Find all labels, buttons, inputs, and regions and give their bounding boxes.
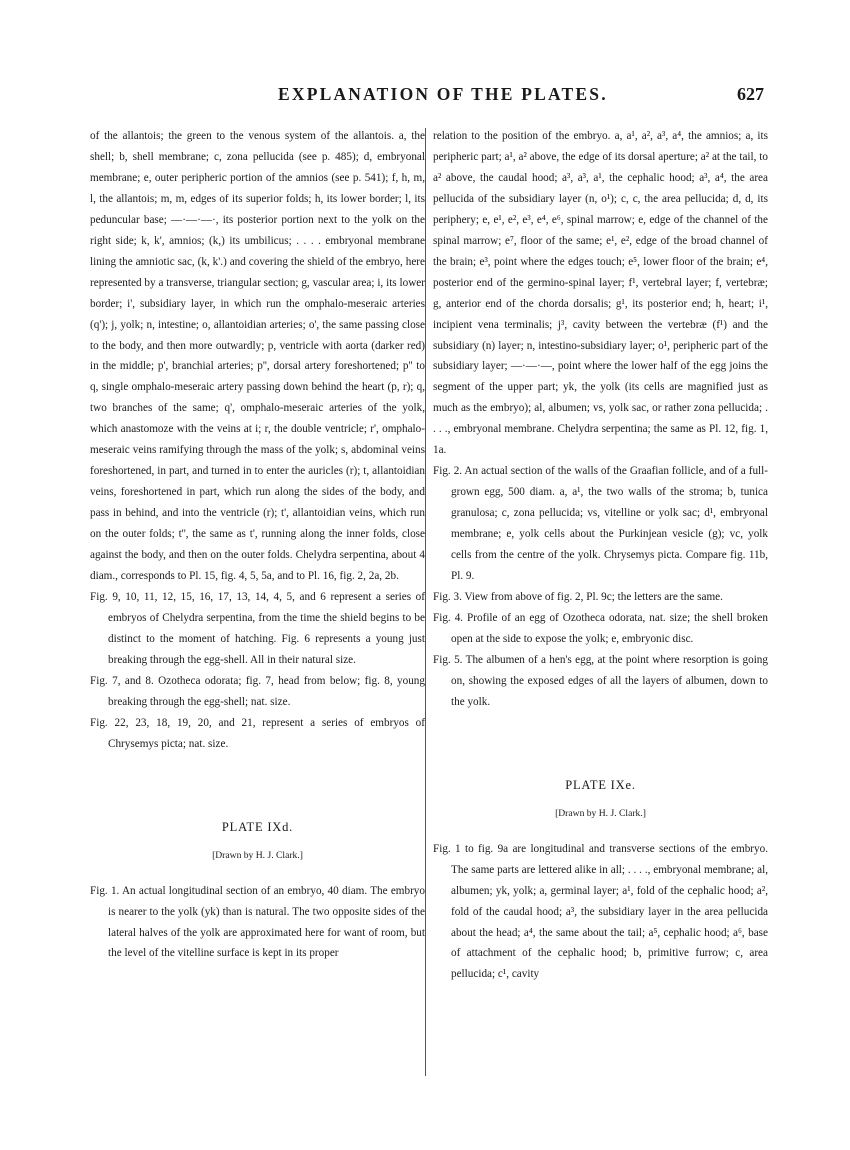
figure-caption: Fig. 22, 23, 18, 19, 20, and 21, represent a series of embryos of Chrysemys picta; nat. size. bbox=[90, 716, 425, 750]
figure-caption: Fig. 3. View from above of fig. 2, Pl. 9c; the letters are the same. bbox=[433, 590, 723, 603]
figure-caption: Fig. 1. An actual longitudinal section of an embryo, 40 diam. The embryo is nearer to the yolk (yk) than is natural. The two opposite sides of the lateral halves of the yolk are approximated here for want of room, but the level of the vitelline surface is kept in its proper bbox=[90, 884, 425, 960]
plate-heading: PLATE IXd. bbox=[221, 819, 294, 834]
figure-caption: Fig. 7, and 8. Ozotheca odorata; fig. 7, head from below; fig. 8, young breaking through the egg-shell; nat. size. bbox=[90, 674, 425, 708]
left-column bbox=[90, 126, 425, 964]
figure-caption: Fig. 2. An actual section of the walls of the Graafian follicle, and of a full-grown egg, 500 diam. a, a¹, the two walls of the stroma; b, tunica granulosa; c, zona pellucida; vs, vitelline or yolk sac; d¹, embryonal membrane; e, yolk cells about the Purkinjean vesicle (g); vc, yolk cells from the centre of the yolk. Chrysemys picta. Compare fig. 11b, Pl. 9. bbox=[433, 465, 768, 583]
running-title: EXPLANATION OF THE PLATES. bbox=[278, 84, 608, 104]
figure-caption: Fig. 1 to fig. 9a are longitudinal and transverse sections of the embryo. The same parts are lettered alike in all; . . . ., embryonal membrane; al, albumen; yk, yolk; a, germinal layer; a¹, fold of the cephalic hood; a², fold of the caudal hood; a³, the subsidiary layer in the area pellucida about the head; a⁴, the same about the tail; a⁵, cephalic hood; a⁶, base of attachment of the cephalic hood; b, primitive furrow; c, area pellucida; c¹, cavity bbox=[433, 842, 768, 981]
plate-heading: PLATE IXe. bbox=[565, 777, 636, 792]
right-column bbox=[433, 126, 768, 985]
figure-caption: Fig. 5. The albumen of a hen's egg, at the point where resorption is going on, showing the exposed edges of all the layers of albumen, down to the yolk. bbox=[433, 653, 768, 708]
continuation-paragraph: relation to the position of the embryo. a, a¹, a², a³, a⁴, the amnios; a, its peripheric part; a¹, a² above, the edge of its dorsal aperture; a² at the tail, to a² above, the caudal hood; a³, a³, a¹, the cephalic hood; a³, a⁴, the area pellucida of the subsidiary layer (n, o¹); c, c, the area pellucida; d, d, its periphery; e, e¹, e², e³, e⁴, e⁶, spinal marrow; e, edge of the channel of the spinal marrow; e⁷, floor of the same; e¹, e², edge of the broad channel of the brain; e³, point where the edges touch; e⁵, lower floor of the brain; e⁴, posterior end of the germino-spinal layer; f¹, vertebral layer; f, vertebræ; g, anterior end of the chorda dorsalis; g¹, its posterior end; h, heart; i¹, incipient vena terminalis; j³, cavity between the vertebræ (f¹) and the subsidiary (n) layer; n, intestino-subsidiary layer; o¹, peripheric part of the subsidiary layer; —·—·—, point where the lower half of the egg joins the segment of the upper part; yk, the yolk (its cells are magnified just as much as the embryo); al, albumen; vs, yolk sac, or rather zona pellucida; . . . ., embryonal membrane. Chelydra serpentina; the same as Pl. 12, fig. 1, 1a. bbox=[433, 130, 768, 457]
figure-caption: Fig. 4. Profile of an egg of Ozotheca odorata, nat. size; the shell broken open at the side to expose the yolk; e, embryonic disc. bbox=[433, 611, 768, 645]
figure-caption: Fig. 9, 10, 11, 12, 15, 16, 17, 13, 14, 4, 5, and 6 represent a series of embryos of Chelydra serpentina, from the time the shield begins to be distinct to the moment of hatching. Fig. 6 represents a young just breaking through the egg-shell. All in their natural size. bbox=[90, 590, 425, 666]
plate-credit: [Drawn by H. J. Clark.] bbox=[212, 849, 303, 861]
column-divider bbox=[425, 128, 426, 1076]
page-number: 627 bbox=[737, 84, 764, 104]
continuation-paragraph: of the allantois; the green to the venous system of the allantois. a, the shell; b, shell membrane; c, zona pellucida (see p. 485); d, embryonal membrane; e, outer peripheric portion of the amnios (see p. 541); f, h, m, l, the allantois; m, m, edges of its superior folds; h, its lower border; l, its peduncular base; —·—·—·, its posterior portion next to the yolk on the right side; k, k', amnios; (k,) its umbilicus; . . . . embryonal membrane lining the amniotic sac, (k, k'.) and covering the shield of the embryo, here represented by a transverse, triangular section; g, vascular area; i, its lower border; i', subsidiary layer, in which run the omphalo-meseraic arteries (q'); j, yolk; n, intestine; o, allantoidian arteries; o', the same passing close to the body, and then more outwardly; p, ventricle with aorta (darker red) in the middle; p', branchial arteries; p'', dorsal artery foreshortened; p'' to q, single omphalo-meseraic artery passing down behind the heart (p, r); q, two branches of the same; q', omphalo-meseraic arteries of the yolk, which anastomoze with the veins at i; r, the double ventricle; r', omphalo-meseraic veins ramifying through the mass of the yolk; s, abdominal veins foreshortened, in part, and turned in to enter the auricles (r); t, allantoidian veins, foreshortened in part, which run along the sides of the body, and pass in behind, and into the ventricle (r); t', allantoidian veins, which run on the outer folds; t'', the same as t', running along the inner folds, close against the body, and then on the outer folds. Chelydra serpentina, about 4 diam., corresponds to Pl. 15, fig. 4, 5, 5a, and to Pl. 16, fig. 2, 2a, 2b. bbox=[90, 130, 425, 583]
plate-credit: [Drawn by H. J. Clark.] bbox=[555, 807, 646, 819]
page-header bbox=[0, 84, 850, 110]
